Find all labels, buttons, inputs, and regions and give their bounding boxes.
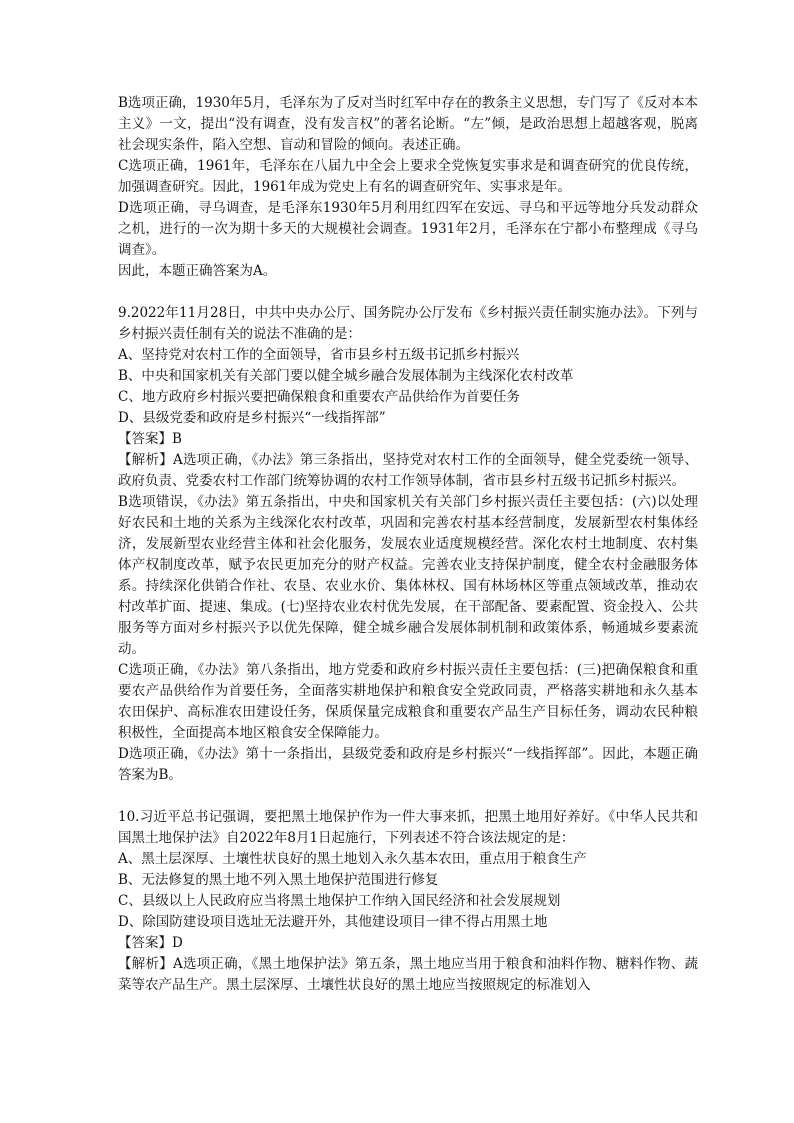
question-10-stem: 10.习近平总书记强调，要把黑土地保护作为一件大事来抓，把黑土地用好养好。《中华人民共和国黑土地保护法》自2022年8月1日起施行，下列表述不符合该法规定的是： [118,809,698,846]
question-9-stem: 9.2022年11月28日，中共中央办公厅、国务院办公厅发布《乡村振兴责任制实施办法》。下列与乡村振兴责任制有关的说法不准确的是： [118,305,698,342]
paragraph-option-d-explanation: D选项正确，寻乌调查，是毛泽东1930年5月利用红四军在安远、寻乌和平远等地分兵发动群众之机，进行的一次为期十多天的大规模社会调查。1931年2月，毛泽东在宁都小布整理成《寻乌调查》。 [118,200,698,258]
question-9-analysis-d: D选项正确，《办法》第十一条指出，县级党委和政府是乡村振兴“一线指挥部”。因此，本题正确答案为B。 [118,746,698,783]
spacer [118,282,698,303]
question-9-analysis-b: B选项错误，《办法》第五条指出，中央和国家机关有关部门乡村振兴责任主要包括：(六)以处理好农民和土地的关系为主线深化农村改革，巩固和完善农村基本经营制度，发展新型农村集体经济，发展新型农业经营主体和社会化服务，发展农业适度规模经营。深化农村土地制度、农村集体产权制度改革，赋予农民更加充分的财产权益。完善农业支持保护制度，健全农村金融服务体系。持续深化供销合作社、农垦、农业水价、集体林权、国有林场林区等重点领域改革，推动农村改革扩面、提速、集成。(七)坚持农业农村优先发展，在干部配备、要素配置、资金投入、公共服务等方面对乡村振兴予以优先保障，健全城乡融合发展体制机制和政策体系，畅通城乡要素流动。 [118,494,698,657]
document-body [118,93,698,996]
question-10-analysis-a: 【解析】A选项正确，《黑土地保护法》第五条，黑土地应当用于粮食和油料作物、糖料作物、蔬菜等农产品生产。黑土层深厚、土壤性状良好的黑土地应当按照规定的标准划入 [118,956,698,993]
question-9-analysis-c: C选项正确，《办法》第八条指出，地方党委和政府乡村振兴责任主要包括：(三)把确保粮食和重要农产品供给作为首要任务，全面落实耕地保护和粮食安全党政同责，严格落实耕地和永久基本农田保护、高标准农田建设任务，保质保量完成粮食和重要农产品生产目标任务，调动农民种粮积极性，全面提高本地区粮食安全保障能力。 [118,662,698,741]
spacer [118,786,698,807]
paragraph-conclusion: 因此，本题正确答案为A。 [118,263,277,279]
question-9-option-b: B、中央和国家机关有关部门要以健全城乡融合发展体制为主线深化农村改革 [118,368,574,384]
question-10-option-a: A、黑土层深厚、土壤性状良好的黑土地划入永久基本农田，重点用于粮食生产 [118,851,587,867]
question-10-option-c: C、县级以上人民政府应当将黑土地保护工作纳入国民经济和社会发展规划 [118,893,561,909]
question-9-option-a: A、坚持党对农村工作的全面领导，省市县乡村五级书记抓乡村振兴 [118,347,520,363]
question-9-option-d: D、县级党委和政府是乡村振兴“一线指挥部” [118,410,386,426]
question-10-answer: 【答案】D [118,935,183,951]
question-9-answer: 【答案】B [118,431,182,447]
paragraph-option-b-explanation: B选项正确，1930年5月，毛泽东为了反对当时红军中存在的教条主义思想，专门写了《反对本本主义》一文，提出“没有调查，没有发言权”的著名论断。“左”倾，是政治思想上超越客观，脱离社会现实条件，陷入空想、盲动和冒险的倾向。表述正确。 [118,95,698,153]
question-9-analysis-a: 【解析】A选项正确，《办法》第三条指出，坚持党对农村工作的全面领导，健全党委统一领导、政府负责、党委农村工作部门统筹协调的农村工作领导体制，省市县乡村五级书记抓乡村振兴。 [118,452,698,489]
question-9-option-c: C、地方政府乡村振兴要把确保粮食和重要农产品供给作为首要任务 [118,389,520,405]
question-10-option-b: B、无法修复的黑土地不列入黑土地保护范围进行修复 [118,872,439,888]
question-10-option-d: D、除国防建设项目选址无法避开外，其他建设项目一律不得占用黑土地 [118,914,548,930]
paragraph-option-c-explanation: C选项正确，1961年，毛泽东在八届九中全会上要求全党恢复实事求是和调查研究的优良传统，加强调查研究。因此，1961年成为党史上有名的调查研究年、实事求是年。 [118,158,698,195]
